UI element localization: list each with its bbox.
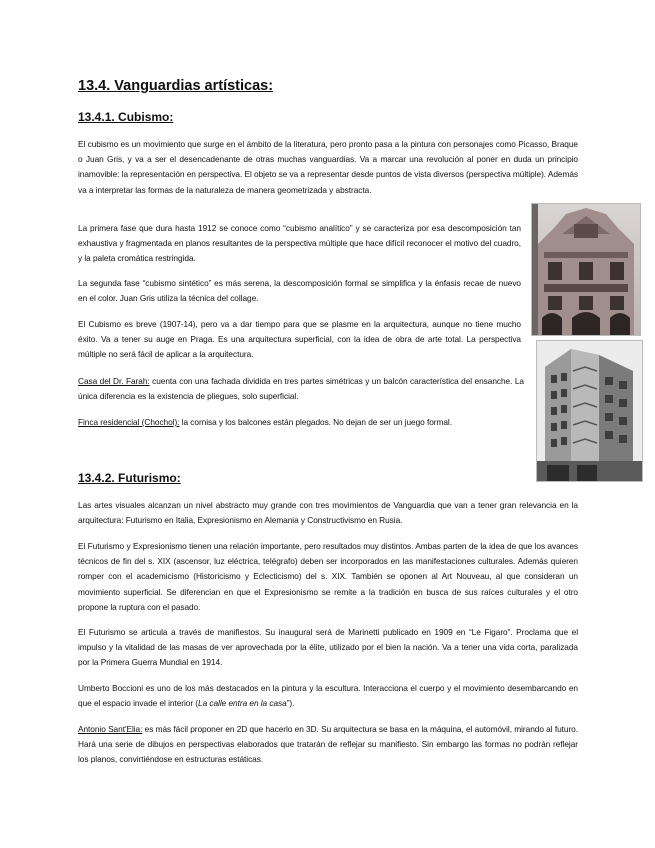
cubismo-paragraph-1: El cubismo es un movimiento que surge en el ámbito de la literatura, pero pronto pasa a la pintura con personajes como Picasso, Braque o Juan Gris, y va a ser el desencadenante de otras muchas vanguardias. Va a marcar una revolución al poner en duda un principio inamovible: la representación en perspectiva. El objeto se va a representar desde puntos de vista diversos (perspectiva múltiple). Además va a interpretar las formas de la naturaleza de manera geometrizada y abstracta. — [78, 139, 578, 195]
section-title: 13.4. Vanguardias artísticas: — [78, 78, 274, 94]
casa-farah-image — [532, 204, 640, 335]
cubismo-paragraph-2: La primera fase que dura hasta 1912 se conoce como “cubismo analítico” y se caracteriza por esa descomposición tan exhaustiva y fragmentada en planos resultantes de la perspectiva múltiple que hace difícil reconocer el motivo del cuadro, y la paleta cromática restringida. — [78, 223, 521, 264]
finca-residencial-text: la cornisa y los balcones están plegados. No dejan de ser un juego formal. — [179, 417, 452, 427]
finca-residencial-photo — [536, 340, 643, 482]
santelia-label: Antonio Sant'Elia: — [78, 724, 143, 734]
santelia-paragraph — [78, 722, 578, 768]
casa-farah-label: Casa del Dr. Farah: — [78, 376, 150, 386]
finca-residencial-image — [537, 341, 642, 481]
cubismo-heading: 13.4.1. Cubismo: — [78, 110, 174, 124]
finca-residencial-label: Finca residencial (Chochol): — [78, 417, 180, 427]
futurismo-heading: 13.4.2. Futurismo: — [78, 471, 181, 485]
futurismo-paragraph-2: El Futurismo y Expresionismo tienen una relación importante, pero resultados muy distintos. Ambas parten de la idea de que los avances técnicos de fin del s. XIX (ascensor, luz eléctrica, telégrafo) deben ser incorporados en las manifestaciones culturales. Además quieren romper con el academicismo (Historicismo y Eclecticismo) del s. XIX. También se oponen al Art Nouveau, al que consideran un movimiento superficial. Se diferencian en que el Expresionismo se remite a la tradición en busca de sus raíces culturales y el otro propone la ruptura con el pasado. — [78, 541, 578, 612]
santelia-text: es más fácil proponer en 2D que hacerlo en 3D. Su arquitectura se basa en la máquina, el automóvil, mirando al futuro. Hará una serie de dibujos en perspectivas elaborados que tratarán de reflejar su manifiesto. Sin embargo las formas no podrán reflejar los planos, convirtiéndose en estructuras estáticas. — [78, 724, 578, 765]
casa-farah-paragraph — [78, 374, 524, 404]
boccioni-text-end: ”). — [286, 698, 295, 709]
boccioni-text: Umberto Boccioni es uno de los más destacados en la pintura y la escultura. Interacciona el cuerpo y el movimiento desembarcando en que el espacio invade el interior ( — [78, 683, 578, 709]
futurismo-paragraph-1: Las artes visuales alcanzan un nivel abstracto muy grande con tres movimientos de Vanguardia que van a tener gran relevancia en la arquitectura: Futurismo en Italia, Expresionismo en Alemania y Constructivismo en Rusia. — [78, 500, 578, 526]
cubismo-paragraph-4: El Cubismo es breve (1907-14), pero va a dar tiempo para que se plasme en la arquitectura, aunque no tiene mucho éxito. Va a tener su auge en Praga. Es una arquitectura superficial, con la idea de obra de arte total. La perspectiva múltiple no será fácil de aplicar a la arquitectura. — [78, 319, 521, 360]
boccioni-work-title: La calle entra en la casa — [198, 698, 287, 709]
futurismo-paragraph-3: El Futurismo se articula a través de manifiestos. Su inaugural será de Marinetti publicado en 1909 en “Le Figaro”. Proclama que el impulso y la vitalidad de las masas de ver aprovechada por la élite, utilizado por el bien la nación. Va a tener una vida corta, paralizada por la Primera Guerra Mundial en 1914. — [78, 627, 578, 668]
casa-farah-photo — [531, 203, 641, 336]
boccioni-paragraph — [78, 681, 578, 711]
cubismo-paragraph-3: La segunda fase “cubismo sintético” es más serena, la descomposición formal se simplifica y la énfasis recae de nuevo en el color. Juan Gris utiliza la técnica del collage. — [78, 278, 521, 304]
finca-residencial-paragraph — [78, 415, 524, 430]
casa-farah-text: cuenta con una fachada dividida en tres partes simétricas y un balcón característica del ensanche. La única diferencia es la existencia de pliegues, solo superficial. — [78, 376, 524, 402]
